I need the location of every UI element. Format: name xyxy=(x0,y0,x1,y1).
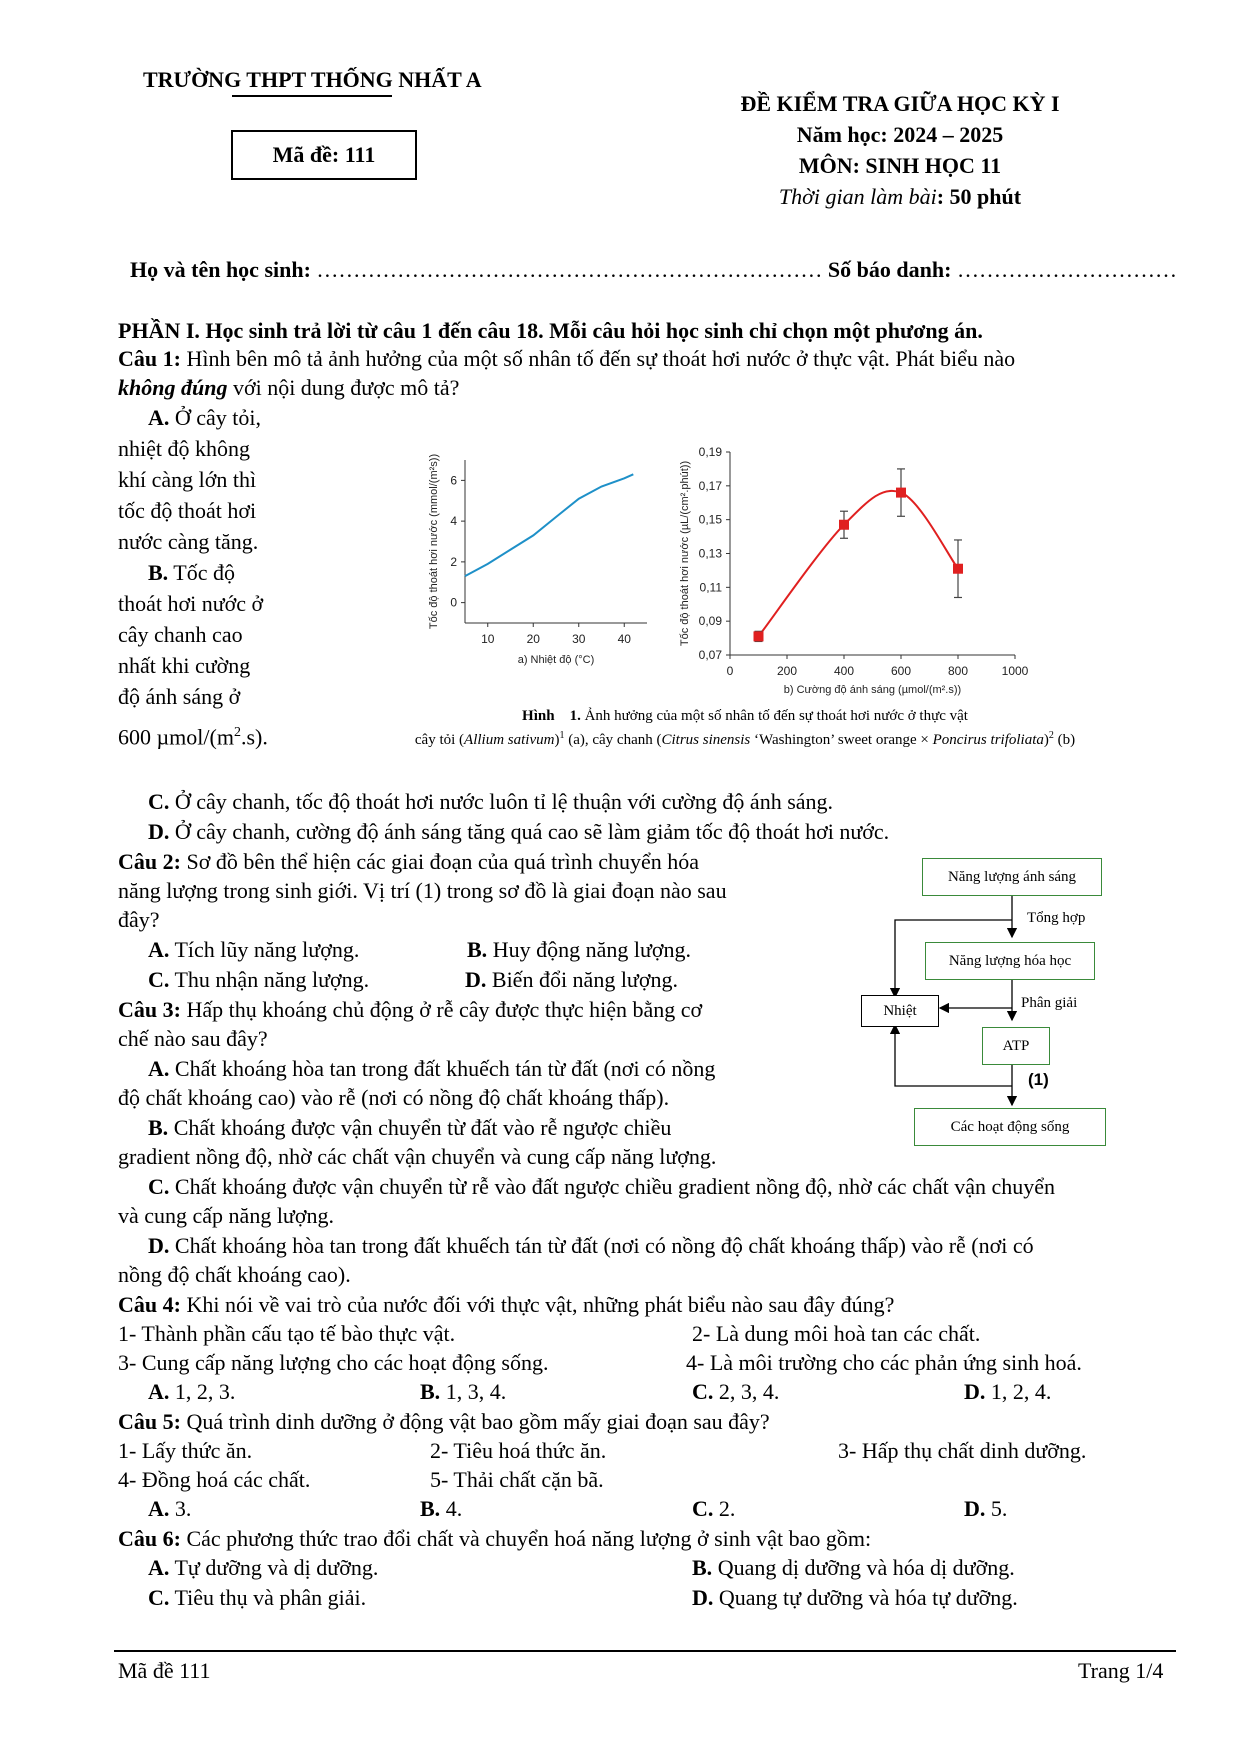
q4-option-b[interactable]: B. 1, 3, 4. xyxy=(420,1379,507,1404)
q1-option-b-line4: nhất khi cường xyxy=(118,653,251,678)
chart-b-y-tick-label: 0,11 xyxy=(699,580,722,595)
q1-option-b-line5: độ ánh sáng ở xyxy=(118,684,241,709)
q4-option-d[interactable]: D. 1, 2, 4. xyxy=(964,1379,1052,1404)
chart-a-series-line xyxy=(465,474,633,576)
school-name: TRƯỜNG THPT THỐNG NHẤT A xyxy=(143,67,482,92)
student-name-field[interactable]: …………………………………………………………… xyxy=(316,257,823,282)
chart-a-y-tick-label: 0 xyxy=(450,595,457,610)
label-decomposition: Phân giải xyxy=(1021,995,1078,1011)
chart-b-light-intensity xyxy=(679,445,1029,696)
chart-b-x-tick-label: 200 xyxy=(776,664,798,678)
q5-stem: Câu 5: Quá trình dinh dưỡng ở động vật bao gồm mấy giai đoạn sau đây? xyxy=(118,1409,770,1434)
chart-a-x-tick-label: 20 xyxy=(526,632,540,646)
chart-b-x-tick-label: 0 xyxy=(726,664,734,678)
q2-option-d[interactable]: D. Biến đổi năng lượng. xyxy=(465,967,678,992)
q6-option-b[interactable]: B. Quang dị dưỡng và hóa dị dưỡng. xyxy=(692,1555,1015,1580)
chart-b-series-line xyxy=(759,491,959,637)
q1-option-b-line6: 600 µmol/$(m^2.s)$. xyxy=(118,724,268,750)
chart-b-point xyxy=(896,488,906,498)
q3-option-a[interactable]: A. Chất khoáng hòa tan trong đất khuếch tán từ đất (nơi có nồng xyxy=(148,1056,716,1081)
footer-rule xyxy=(114,1650,1176,1652)
student-id-field[interactable]: ………………………… xyxy=(956,257,1177,282)
q1-option-b[interactable]: B. Tốc độ xyxy=(148,560,235,585)
q5-option-b[interactable]: B. 4. xyxy=(420,1496,463,1521)
q2-stem: Câu 2: Sơ đồ bên thể hiện các giai đoạn của quá trình chuyển hóa xyxy=(118,849,700,874)
school-underline xyxy=(232,95,392,97)
q1-option-a-line5: nước càng tăng. xyxy=(118,529,259,554)
q2-option-b[interactable]: B. Huy động năng lượng. xyxy=(467,937,692,962)
figure-caption-line1: Hình 1. Ảnh hưởng của một số nhân tố đến sự thoát hơi nước ở thực vật xyxy=(522,708,968,724)
q3-stem: Câu 3: Hấp thụ khoáng chủ động ở rễ cây được thực hiện bằng cơ xyxy=(118,997,703,1022)
q4-option-c[interactable]: C. 2, 3, 4. xyxy=(692,1379,780,1404)
q5-statement-1: 1- Lấy thức ăn. xyxy=(118,1438,253,1463)
q3-option-a-line2: độ chất khoáng cao) vào rễ (nơi có nồng độ chất khoáng thấp). xyxy=(118,1085,670,1110)
q2-stem-2: năng lượng trong sinh giới. Vị trí (1) trong sơ đồ là giai đoạn nào sau xyxy=(118,878,727,903)
chart-b-y-tick-label: 0,07 xyxy=(698,648,722,662)
q2-option-c[interactable]: C. Thu nhận năng lượng. xyxy=(148,967,370,992)
chart-a-x-tick-label: 40 xyxy=(617,632,631,646)
chart-b-x-tick-label: 1000 xyxy=(1001,664,1029,678)
q1-option-b-line3: cây chanh cao xyxy=(118,622,243,647)
school-year: Năm học: 2024 – 2025 xyxy=(796,122,1004,147)
q4-statement-2: 2- Là dung môi hoà tan các chất. xyxy=(692,1321,981,1346)
student-name-label: Họ và tên học sinh: xyxy=(130,257,311,282)
figure-caption-line2: cây tỏi (Allium sativum)$^1$ (a), cây chanh (Citrus sinensis ‘Washington’ sweet orange × Poncirus trifoliata)$^2$ (b) xyxy=(414,730,1076,748)
chart-b-y-tick-label: 0,09 xyxy=(698,614,722,629)
chart-b-x-tick-label: 400 xyxy=(833,664,855,678)
q4-statement-1: 1- Thành phần cấu tạo tế bào thực vật. xyxy=(118,1321,456,1346)
q5-statement-2: 2- Tiêu hoá thức ăn. xyxy=(430,1438,607,1463)
chart-a-x-tick-label: 10 xyxy=(481,632,495,646)
chart-b-x-tick-label: 600 xyxy=(890,664,912,678)
footer-page-number: Trang 1/4 xyxy=(1078,1658,1164,1683)
q5-option-a[interactable]: A. 3. xyxy=(148,1496,192,1521)
q6-option-a[interactable]: A. Tự dưỡng và dị dưỡng. xyxy=(148,1555,379,1580)
q3-option-b[interactable]: B. Chất khoáng được vận chuyển từ đất vào rễ ngược chiều xyxy=(148,1115,672,1140)
q4-statement-4: 4- Là môi trường cho các phản ứng sinh hoá. xyxy=(686,1350,1082,1375)
q2-option-a[interactable]: A. Tích lũy năng lượng. xyxy=(148,937,360,962)
box-heat: Nhiệt xyxy=(861,995,939,1027)
q1-stem: Câu 1: Hình bên mô tả ảnh hưởng của một số nhân tố đến sự thoát hơi nước ở thực vật. Phát biểu nào xyxy=(118,346,1016,371)
q5-statement-5: 5- Thải chất cặn bã. xyxy=(430,1467,604,1492)
chart-a-x-tick-label: 30 xyxy=(572,632,586,646)
q4-statement-3: 3- Cung cấp năng lượng cho các hoạt động sống. xyxy=(118,1350,549,1375)
figure-1-charts xyxy=(420,440,1140,700)
chart-a-temperature xyxy=(428,454,647,666)
subject: MÔN: SINH HỌC 11 xyxy=(798,153,1002,178)
exam-code: Mã đề: 111 xyxy=(272,142,376,167)
q1-option-a-line2: nhiệt độ không xyxy=(118,436,250,461)
figure-caption xyxy=(340,706,1150,750)
q2-stem-3: đây? xyxy=(118,907,160,932)
student-info xyxy=(130,256,1177,284)
chart-b-point xyxy=(839,520,849,530)
q1-option-c[interactable]: C. Ở cây chanh, tốc độ thoát hơi nước luôn tỉ lệ thuận với cường độ ánh sáng. xyxy=(148,789,834,814)
box-light-energy: Năng lượng ánh sáng xyxy=(922,858,1102,896)
chart-b-x-tick-label: 800 xyxy=(947,664,969,678)
label-synthesis: Tổng hợp xyxy=(1027,910,1086,926)
label-position-1: (1) xyxy=(1028,1070,1049,1089)
q4-stem: Câu 4: Khi nói về vai trò của nước đối với thực vật, những phát biểu nào sau đây đúng? xyxy=(118,1292,895,1317)
box-life-activities: Các hoạt động sống xyxy=(914,1108,1106,1146)
student-id-label: Số báo danh: xyxy=(827,257,952,282)
chart-b-y-tick-label: 0,13 xyxy=(698,546,722,561)
q3-option-d-line2: nồng độ chất khoáng cao). xyxy=(118,1262,351,1287)
q5-statement-3: 3- Hấp thụ chất dinh dưỡng. xyxy=(838,1438,1087,1463)
q3-option-b-line2: gradient nồng độ, nhờ các chất vận chuyển và cung cấp năng lượng. xyxy=(118,1144,717,1169)
chart-b-point xyxy=(953,564,963,574)
q5-option-c[interactable]: C. 2. xyxy=(692,1496,736,1521)
q3-option-c-line2: và cung cấp năng lượng. xyxy=(118,1203,334,1228)
chart-b-y-tick-label: 0,19 xyxy=(698,445,722,459)
exam-code-box xyxy=(231,130,417,180)
box-chemical-energy: Năng lượng hóa học xyxy=(925,942,1095,980)
chart-b-x-label: b) Cường độ ánh sáng (µmol/(m².s)) xyxy=(783,684,962,696)
chart-a-y-tick-label: 4 xyxy=(450,514,457,529)
chart-b-y-label: Tốc độ thoát hơi nước (µL/(cm².phút)) xyxy=(679,460,691,647)
box-atp: ATP xyxy=(982,1027,1050,1065)
q1-option-a[interactable]: A. Ở cây tỏi, xyxy=(148,405,262,430)
energy-diagram xyxy=(855,850,1125,1150)
chart-b-y-tick-label: 0,17 xyxy=(698,478,722,493)
q1-option-d[interactable]: D. Ở cây chanh, cường độ ánh sáng tăng quá cao sẽ làm giảm tốc độ thoát hơi nước. xyxy=(148,819,890,844)
q1-option-a-line4: tốc độ thoát hơi xyxy=(118,498,257,523)
chart-b-point xyxy=(754,631,764,641)
chart-a-y-label: Tốc độ thoát hơi nước (mmol/(m²s)) xyxy=(428,453,440,630)
exam-time: Thời gian làm bài: 50 phút xyxy=(778,184,1022,209)
q1-stem-2: không đúng với nội dung được mô tả? xyxy=(118,375,460,400)
part1-heading: PHẦN I. Học sinh trả lời từ câu 1 đến câu 18. Mỗi câu hỏi học sinh chỉ chọn một phương án. xyxy=(118,318,983,343)
q1-option-b-line2: thoát hơi nước ở xyxy=(118,591,264,616)
chart-a-y-tick-label: 6 xyxy=(450,473,457,488)
q3-option-d[interactable]: D. Chất khoáng hòa tan trong đất khuếch tán từ đất (nơi có nồng độ chất khoáng thấp) vào rễ (nơi có xyxy=(148,1233,1034,1258)
exam-title: ĐỀ KIỂM TRA GIỮA HỌC KỲ I xyxy=(740,91,1060,116)
q6-option-c[interactable]: C. Tiêu thụ và phân giải. xyxy=(148,1585,367,1610)
q5-statement-4: 4- Đồng hoá các chất. xyxy=(118,1467,311,1492)
q3-option-c[interactable]: C. Chất khoáng được vận chuyển từ rễ vào đất ngược chiều gradient nồng độ, nhờ các chất vận chuyển xyxy=(148,1174,1055,1199)
chart-a-x-label: a) Nhiệt độ (°C) xyxy=(517,654,595,666)
q4-option-a[interactable]: A. 1, 2, 3. xyxy=(148,1379,236,1404)
q5-option-d[interactable]: D. 5. xyxy=(964,1496,1008,1521)
chart-b-y-tick-label: 0,15 xyxy=(698,512,722,527)
q3-stem-2: chế nào sau đây? xyxy=(118,1026,268,1051)
q6-stem: Câu 6: Các phương thức trao đổi chất và chuyển hoá năng lượng ở sinh vật bao gồm: xyxy=(118,1526,872,1551)
chart-a-y-tick-label: 2 xyxy=(450,554,457,569)
footer-exam-code: Mã đề 111 xyxy=(118,1658,211,1683)
q1-option-a-line3: khí càng lớn thì xyxy=(118,467,257,492)
q6-option-d[interactable]: D. Quang tự dưỡng và hóa tự dưỡng. xyxy=(692,1585,1018,1610)
